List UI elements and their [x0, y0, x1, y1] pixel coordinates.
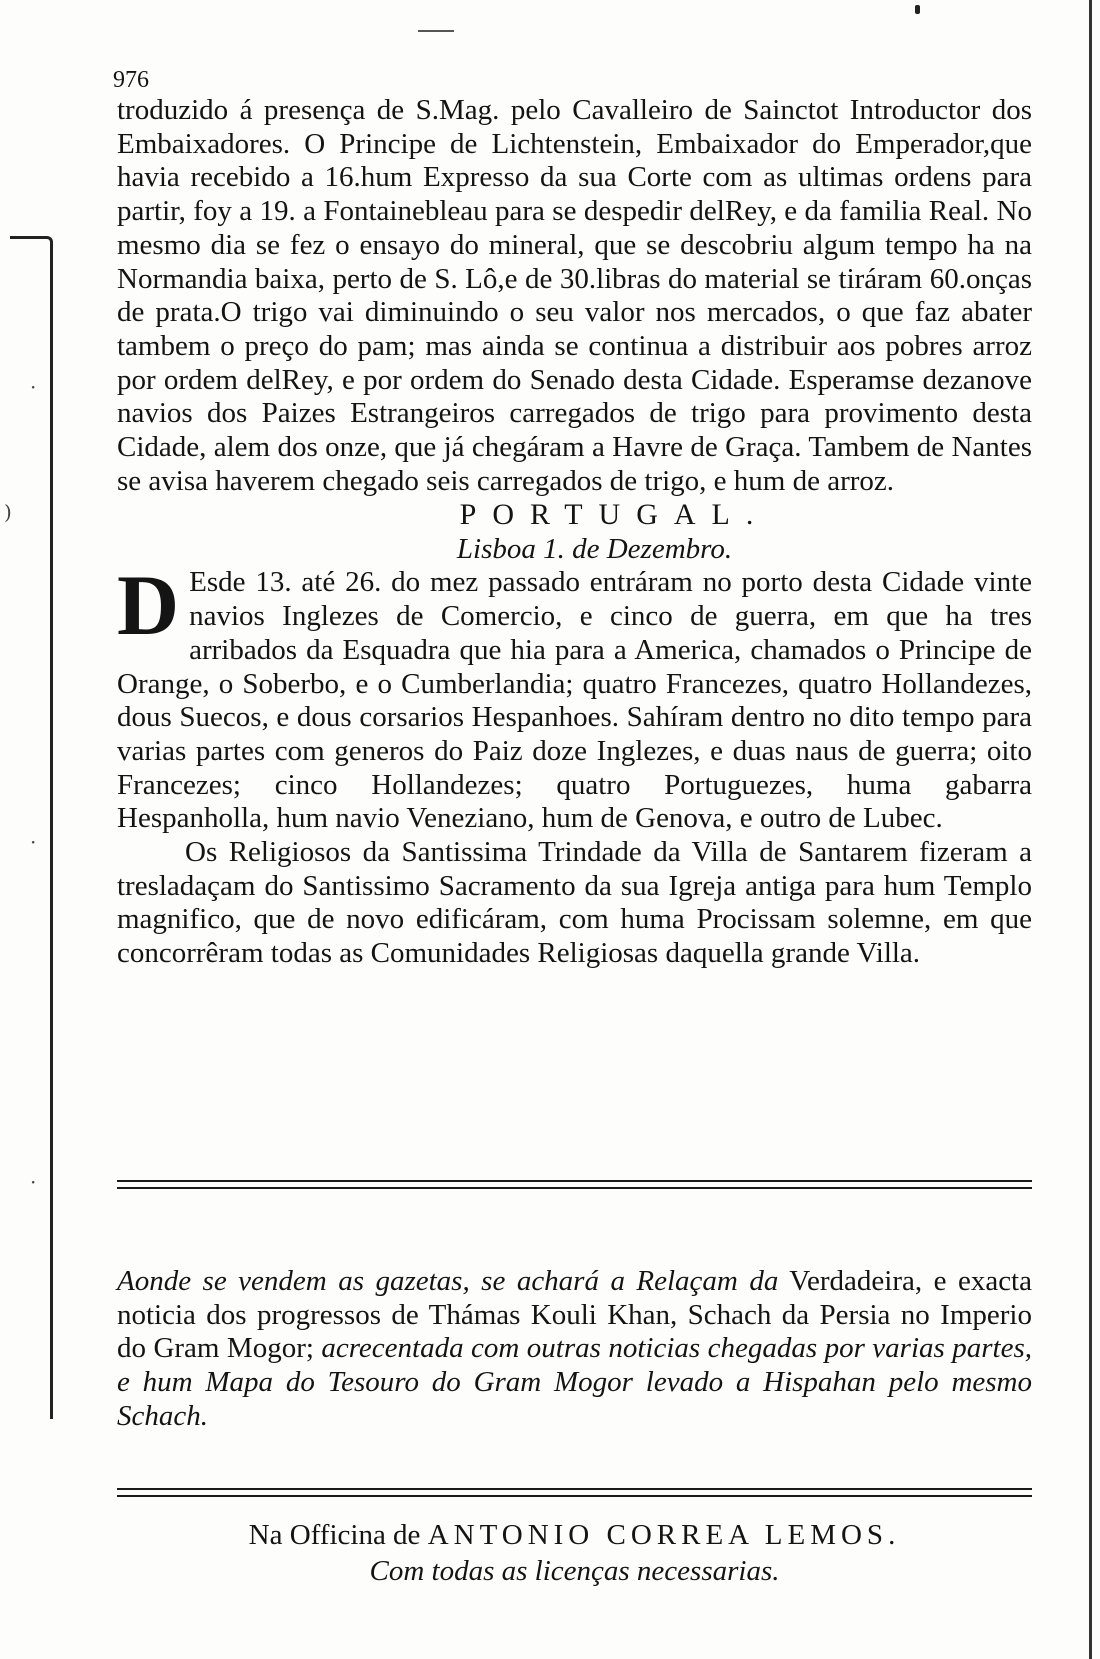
notice-italic-start: Aonde se vendem as gazetas, se achará a Relaçam da	[117, 1265, 779, 1297]
divider-rule	[117, 1180, 1032, 1189]
scan-mark	[915, 5, 920, 14]
main-text	[113, 67, 1032, 971]
article-portugal-paragraph-1	[117, 557, 1032, 836]
license-line: Com todas as licenças necessarias.	[369, 1555, 780, 1587]
article-france: troduzido á presença de S.Mag. pelo Cavalleiro de Sainctot Introductor dos Embaixadores. O Principe de Lichtenstein, Embaixador do Emperador,que havia recebido a 16.hum Expresso da sua Corte com as ultimas ordens para partir, foy a 19. a Fontainebleau para se despedir delRey, e da familia Real. No mesmo dia se fez o ensayo do mineral, que se descobriu algum tempo ha na Normandia baixa, perto de S. Lô,e de 30.libras do material se tiráram 60.onças de prata.O trigo vai diminuindo o seu valor nos mercados, o que faz abater tambem o preço do pam; mas ainda se continua a distribuir aos pobres arroz por ordem delRey, e por ordem do Senado desta Cidade. Esperamse dezanove navios dos Paizes Estrangeiros carregados de trigo para provimento desta Cidade, alem dos onze, que já chegáram a Havre de Graça. Tambem de Nantes se avisa haverem chegado seis carregados de trigo, e hum de arroz.	[117, 94, 1032, 497]
page-number: 976	[113, 67, 149, 93]
page-binding-edge	[10, 236, 53, 1419]
scan-mark	[418, 30, 454, 32]
scan-mark: ·	[30, 1170, 37, 1194]
paragraph-text: Esde 13. até 26. do mez passado entráram no porto desta Cidade vinte navios Inglezes de Comercio, e cinco de guerra, em que ha tres arribados da Esquadra que hia para a America, chamados o Principe de Orange, o Soberbo, e o Cumberlandia; quatro Francezes, quatro Hollandezes, dous Suecos, e dous corsarios Hespanhoes. Sahíram dentro no dito tempo para varias partes com generos do Paiz doze Inglezes, e duas naus de guerra; oito Francezes; cinco Hollandezes; quatro Portuguezes, huma gabarra Hespanholla, hum navio Veneziano, hum de Genova, e outro de Lubec.	[117, 566, 1032, 835]
scan-mark: ·	[30, 830, 37, 854]
divider-rule	[117, 1488, 1032, 1497]
page-right-edge	[1089, 0, 1092, 1659]
scan-mark: )	[4, 500, 12, 524]
notice-italic-end: acrecentada com outras noticias chegadas por varias partes, e hum Mapa do Tesouro do Gram Mogor levado a Hispahan pelo mesmo Schach.	[117, 1332, 1032, 1432]
dateline: Lisboa 1. de Dezembro.	[456, 533, 733, 566]
colophon	[117, 1517, 1032, 1589]
section-heading: PORTUGAL.	[459, 498, 770, 532]
drop-cap: D	[117, 557, 180, 654]
notice-roman-middle: Verdadeira, e exacta noticia dos progressos de Thámas Kouli Khan, Schach da Persia no Imperio do Gram Mogor;	[117, 1265, 1032, 1365]
article-portugal-paragraph-2: Os Religiosos da Santissima Trindade da Villa de Santarem fizeram a tresladaçam do Santissimo Sacramento da sua Igreja antiga para hum Templo magnifico, que de novo edificáram, com huma Procissam solemne, em que concorrêram todas as Comunidades Religiosas daquella grande Villa.	[117, 836, 1032, 970]
colophon-prefix: Na Officina de	[248, 1519, 421, 1551]
scan-mark: ·	[30, 375, 37, 399]
printer-name: ANTONIO CORREA LEMOS.	[427, 1519, 901, 1551]
sales-notice	[117, 1265, 1032, 1434]
